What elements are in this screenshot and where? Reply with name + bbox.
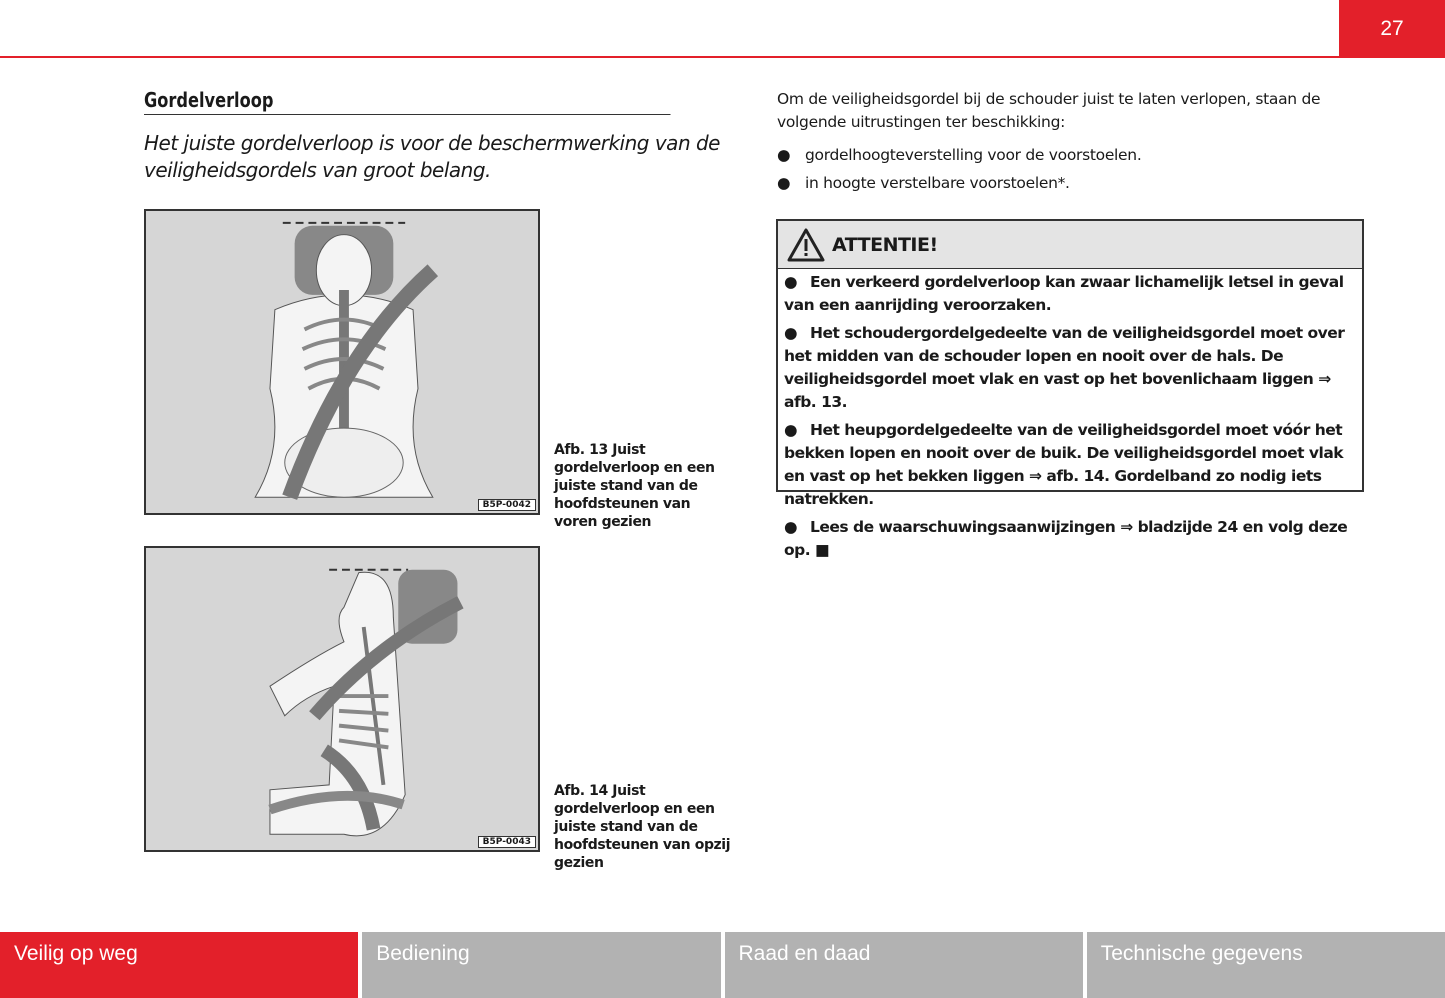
figure-caption: Afb. 14 Juist gordelverloop en een juiste stand van de hoofdsteunen van opzij gezien [554,783,731,871]
figure-code: B5P-0043 [478,836,536,848]
front-skeleton-illustration [146,211,538,513]
figure-code: B5P-0042 [478,499,536,511]
footer-nav [0,932,1445,998]
tab-bediening[interactable]: Bediening [362,932,720,998]
list-item: ● gordelhoogteverstelling voor de voorstoelen. [777,146,1142,164]
warning-item: ● Lees de waarschuwingsaanwijzingen ⇒ bladzijde 24 en volg deze op. ■ [784,518,1348,559]
warning-item: ● Het heupgordelgedeelte van de veiligheidsgordel moet vóór het bekken lopen en nooit over de buik. De veiligheidsgordel moet vlak en vast op het bekken liggen ⇒ afb. 14. Gordelband zo nodig iets natrekken. [784,421,1344,508]
warning-header [778,221,1362,269]
side-skeleton-illustration [146,548,538,850]
section-title: Gordelverloop [144,88,671,115]
warning-item: ● Het schoudergordelgedeelte van de veiligheidsgordel moet over het midden van de schouder lopen en nooit over de hals. De veiligheidsgordel moet vlak en vast op het bovenlichaam liggen ⇒ afb. 13. [784,324,1345,411]
header-rule [0,56,1445,58]
figure-caption: Afb. 13 Juist gordelverloop en een juiste stand van de hoofdsteunen van voren gezien [554,442,715,530]
warning-title: ATTENTIE! [832,233,938,256]
figure-front-view [144,209,540,515]
tab-veilig-op-weg[interactable]: Veilig op weg [0,932,358,998]
intro-text: Om de veiligheidsgordel bij de schouder juist te laten verlopen, staan de volgende uitrustingen ter beschikking: [777,90,1321,131]
page-number: 27 [1339,0,1445,58]
warning-triangle-icon [786,227,826,263]
tab-raad-en-daad[interactable]: Raad en daad [725,932,1083,998]
list-item: ● in hoogte verstelbare voorstoelen*. [777,174,1070,192]
section-lead: Het juiste gordelverloop is voor de beschermwerking van de veiligheidsgordels van groot belang. [144,131,720,182]
tab-technische-gegevens[interactable]: Technische gegevens [1087,932,1445,998]
list-item-text: in hoogte verstelbare voorstoelen*. [805,174,1070,192]
warning-box [776,219,1364,559]
warning-item: ● Een verkeerd gordelverloop kan zwaar lichamelijk letsel in geval van een aanrijding veroorzaken. [784,273,1344,314]
figure-side-view [144,546,540,852]
list-item-text: gordelhoogteverstelling voor de voorstoelen. [805,146,1142,164]
